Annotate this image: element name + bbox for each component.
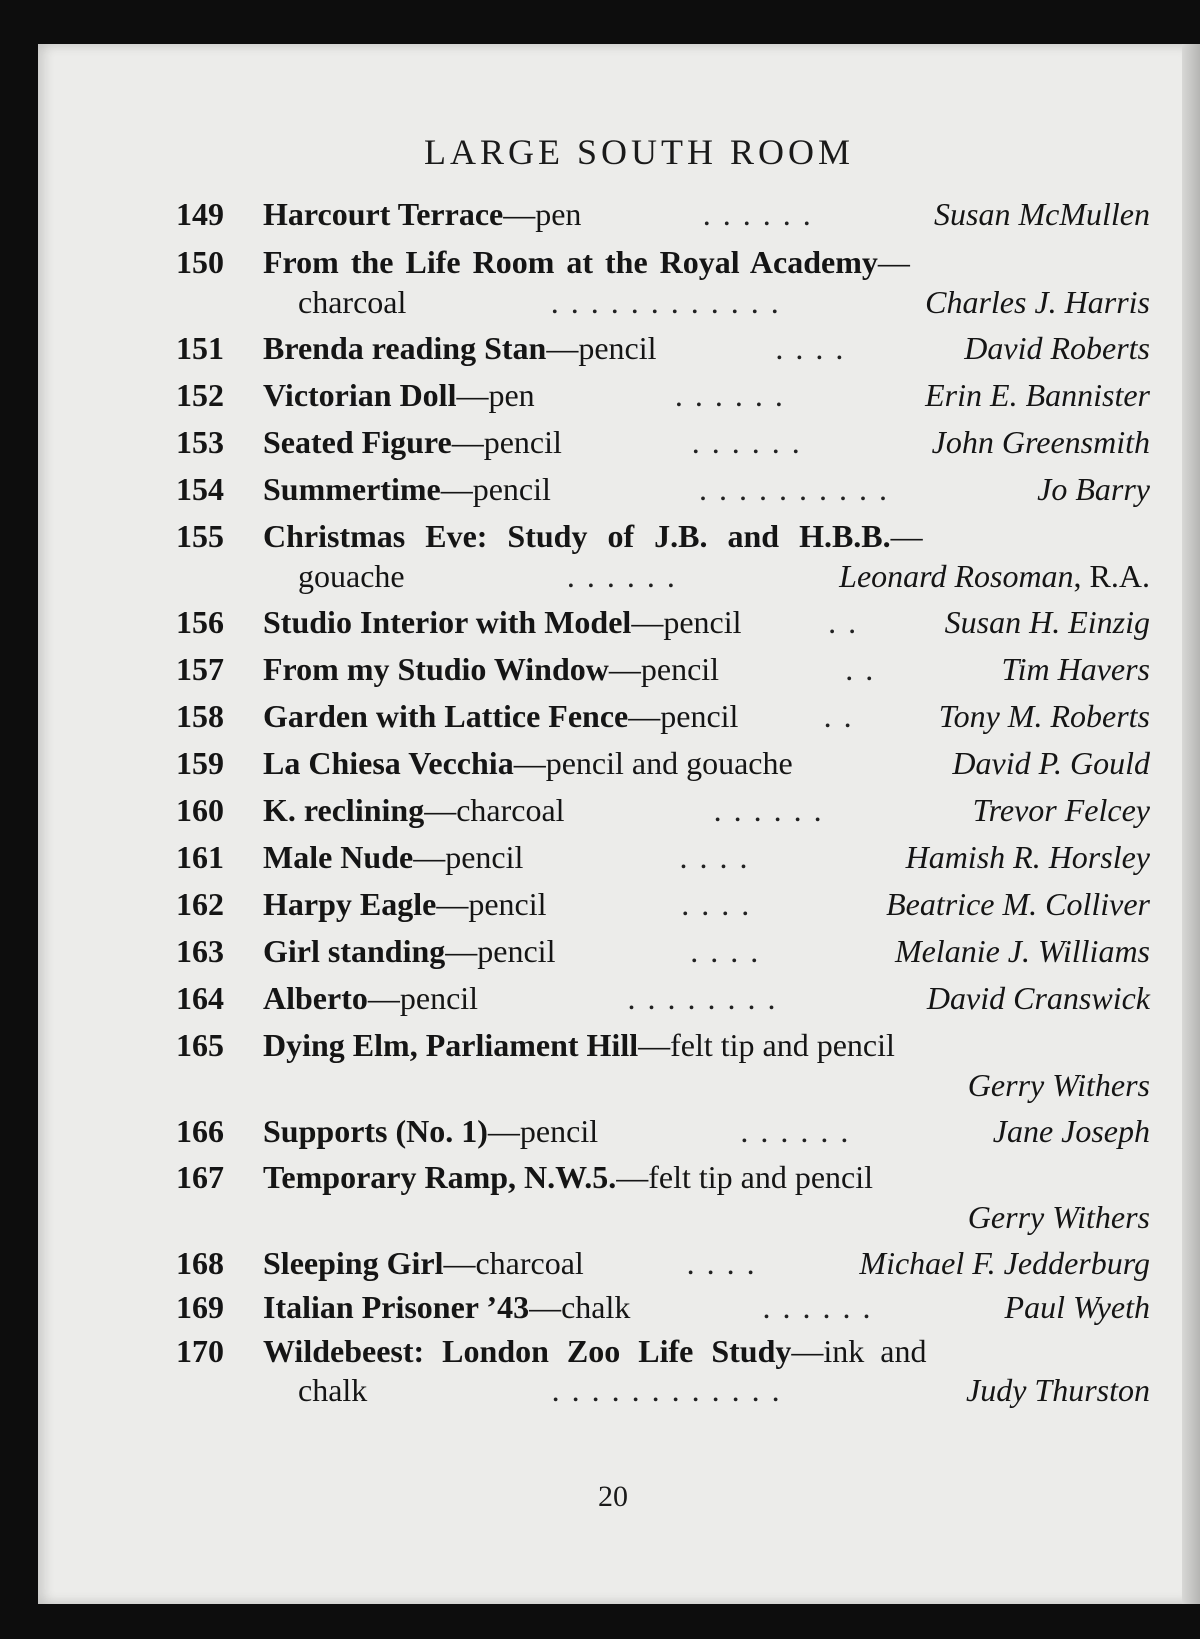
entry-line <box>263 933 1150 970</box>
entry-line <box>263 886 1150 923</box>
entry-number: 168 <box>176 1245 224 1281</box>
leader-dots: . . . . <box>775 330 846 366</box>
leader-dots: . . . . <box>681 886 752 922</box>
catalogue-entry <box>38 196 1200 244</box>
catalogue-entry <box>38 839 1200 887</box>
entry-artist: Michael F. Jedderburg <box>859 1245 1150 1281</box>
entry-number: 163 <box>176 933 224 969</box>
catalogue-entry <box>38 1245 1200 1293</box>
entry-number: 152 <box>176 377 224 413</box>
leader-dots: . . . . <box>679 839 750 875</box>
entry-artist: David Roberts <box>964 330 1150 366</box>
entry-number: 160 <box>176 792 224 828</box>
entry-artist: Judy Thurston <box>966 1372 1150 1408</box>
entry-number: 169 <box>176 1289 224 1325</box>
entry-number: 155 <box>176 518 224 554</box>
entry-medium: —felt tip and pencil <box>638 1027 895 1063</box>
entry-artist: Susan H. Einzig <box>944 604 1150 640</box>
entry-artist: Tony M. Roberts <box>938 698 1150 734</box>
entry-line <box>263 424 1150 461</box>
entry-line <box>263 839 1150 876</box>
entry-line <box>263 651 1150 688</box>
entry-line <box>298 284 1150 321</box>
entry-number: 156 <box>176 604 224 640</box>
entry-title: Alberto <box>263 980 368 1016</box>
entry-artist-honours: , R.A. <box>1073 558 1150 594</box>
entry-medium: —pencil <box>413 839 524 875</box>
leader-dots: . . . . . . <box>762 1289 873 1325</box>
entry-artist: David Cranswick <box>926 980 1150 1016</box>
catalogue-entry <box>38 886 1200 934</box>
entry-title: Brenda reading Stan <box>263 330 547 366</box>
catalogue-entry <box>38 698 1200 746</box>
entry-medium: —pencil <box>445 933 556 969</box>
entry-medium: —ink and <box>791 1333 927 1369</box>
entry-title: Sleeping Girl <box>263 1245 444 1281</box>
entry-artist: John Greensmith <box>931 424 1150 460</box>
entry-number: 158 <box>176 698 224 734</box>
entry-medium: — <box>890 518 923 554</box>
catalogue-entry <box>38 424 1200 472</box>
entry-medium: —charcoal <box>443 1245 584 1281</box>
entry-artist: Jane Joseph <box>992 1113 1150 1149</box>
entry-number: 154 <box>176 471 224 507</box>
entry-number: 162 <box>176 886 224 922</box>
entry-title: Garden with Lattice Fence <box>263 698 629 734</box>
entry-title: Italian Prisoner ’43 <box>263 1289 530 1325</box>
leader-dots: . . . . . . . . <box>627 980 778 1016</box>
entry-artist: Gerry Withers <box>967 1199 1150 1235</box>
entry-medium: —pencil and gouache <box>513 745 793 781</box>
entry-medium: —pencil <box>608 651 720 687</box>
entry-line <box>263 745 1150 782</box>
entry-artist: Susan McMullen <box>934 196 1150 232</box>
entry-title: Dying Elm, Parliament Hill <box>263 1027 639 1063</box>
entry-artist: Trevor Felcey <box>972 792 1150 828</box>
leader-dots: . . . . . . <box>691 424 802 460</box>
entry-artist: Tim Havers <box>1001 651 1150 687</box>
entry-artist: Melanie J. Williams <box>894 933 1150 969</box>
room-heading: LARGE SOUTH ROOM <box>423 132 854 172</box>
entry-line <box>263 330 1150 367</box>
catalogue-page <box>38 44 1200 1604</box>
entry-title: Summertime <box>263 471 441 507</box>
entry-title: Supports (No. 1) <box>263 1113 488 1149</box>
leader-dots: . . . . <box>690 933 761 969</box>
entry-medium: —chalk <box>529 1289 631 1325</box>
entry-number: 159 <box>176 745 224 781</box>
entry-artist: Leonard Rosoman <box>839 558 1074 594</box>
catalogue-entry <box>38 651 1200 699</box>
entry-number: 170 <box>176 1333 224 1369</box>
entry-medium: —pen <box>456 377 535 413</box>
entry-title: La Chiesa Vecchia <box>263 745 514 781</box>
catalogue-entry <box>38 1113 1200 1161</box>
entry-title: Girl standing <box>263 933 446 969</box>
catalogue-entry <box>38 745 1200 793</box>
leader-dots: . . . . <box>686 1245 757 1281</box>
catalogue-entry-continuation <box>38 1199 1200 1247</box>
entry-medium: —charcoal <box>424 792 565 828</box>
entry-medium: —pen <box>503 196 582 232</box>
entry-title: K. reclining <box>263 792 425 828</box>
entry-number: 164 <box>176 980 224 1016</box>
entry-artist: Jo Barry <box>1037 471 1150 507</box>
entry-number: 149 <box>176 196 224 232</box>
leader-dots: . . <box>845 651 876 687</box>
entry-medium: —pencil <box>436 886 547 922</box>
entry-artist: Hamish R. Horsley <box>905 839 1150 875</box>
entry-title: Seated Figure <box>263 424 452 460</box>
entry-line <box>263 1113 1150 1150</box>
entry-line <box>263 1289 1150 1326</box>
entry-artist: Gerry Withers <box>967 1067 1150 1103</box>
entry-line <box>263 604 1150 641</box>
leader-dots: . . <box>828 604 859 640</box>
entry-number: 161 <box>176 839 224 875</box>
entry-line <box>263 1333 1150 1370</box>
entry-line <box>263 377 1150 414</box>
catalogue-entry <box>38 792 1200 840</box>
catalogue-entry <box>38 377 1200 425</box>
entry-title: From my Studio Window <box>263 651 609 687</box>
entry-number: 157 <box>176 651 224 687</box>
leader-dots: . . . . . . . . . . . . <box>551 1372 782 1408</box>
entry-line <box>263 244 1150 281</box>
entry-line <box>298 558 1150 595</box>
entry-medium: —pencil <box>631 604 742 640</box>
catalogue-entry <box>38 1289 1200 1337</box>
catalogue-entry <box>38 980 1200 1028</box>
leader-dots: . . . . . . <box>566 558 677 594</box>
entry-line <box>263 196 1150 233</box>
entry-title: From the Life Room at the Royal Academy <box>263 244 878 280</box>
entry-artist: Erin E. Bannister <box>925 377 1150 413</box>
entry-line <box>263 1245 1150 1282</box>
entry-number: 150 <box>176 244 224 280</box>
entry-medium: —felt tip and pencil <box>616 1159 874 1195</box>
entry-medium: —pencil <box>440 471 551 507</box>
entry-artist: Paul Wyeth <box>1004 1289 1150 1325</box>
catalogue-entry <box>38 604 1200 652</box>
entry-medium-continued: charcoal <box>298 284 407 320</box>
entry-medium-continued: gouache <box>298 558 405 594</box>
entry-number: 153 <box>176 424 224 460</box>
leader-dots: . . . . . . <box>702 196 813 232</box>
catalogue-entry-continuation <box>38 558 1200 606</box>
catalogue-entry <box>38 330 1200 378</box>
entry-number: 167 <box>176 1159 224 1195</box>
entry-title: Temporary Ramp, N.W.5. <box>263 1159 617 1195</box>
entry-medium: —pencil <box>546 330 657 366</box>
catalogue-entry-continuation <box>38 284 1200 332</box>
entry-title: Harpy Eagle <box>263 886 437 922</box>
leader-dots: . . . . . . <box>713 792 824 828</box>
entry-line <box>263 471 1150 508</box>
entry-artist: David P. Gould <box>952 745 1150 781</box>
entry-line <box>263 980 1150 1017</box>
leader-dots: . . . . . . <box>740 1113 851 1149</box>
entry-line <box>263 1027 1150 1064</box>
entry-medium: —pencil <box>367 980 479 1016</box>
entry-artist: Charles J. Harris <box>925 284 1150 320</box>
entry-line <box>298 1372 1150 1409</box>
entry-title: Wildebeest: London Zoo Life Study <box>263 1333 792 1369</box>
entry-line <box>263 1159 1150 1196</box>
leader-dots: . . . . . . . . . . . . <box>550 284 781 320</box>
entry-medium: —pencil <box>628 698 739 734</box>
entry-title: Christmas Eve: Study of J.B. and H.B.B. <box>263 518 891 554</box>
leader-dots: . . <box>823 698 854 734</box>
entry-title: Victorian Doll <box>263 377 457 413</box>
catalogue-entry-continuation <box>38 1067 1200 1115</box>
page-number: 20 <box>598 1480 628 1513</box>
entry-title: Male Nude <box>263 839 414 875</box>
entry-number: 151 <box>176 330 224 366</box>
entry-number: 166 <box>176 1113 224 1149</box>
entry-medium: — <box>877 244 910 280</box>
catalogue-entry-continuation <box>38 1372 1200 1420</box>
catalogue-entry <box>38 471 1200 519</box>
entry-medium: —pencil <box>451 424 562 460</box>
entry-medium: —pencil <box>487 1113 599 1149</box>
leader-dots: . . . . . . <box>674 377 785 413</box>
leader-dots: . . . . . . . . . . <box>699 471 890 507</box>
entry-number: 165 <box>176 1027 224 1063</box>
entry-artist: Beatrice M. Colliver <box>886 886 1150 922</box>
entry-line <box>263 518 1150 555</box>
entry-line <box>263 792 1150 829</box>
entry-line <box>263 698 1150 735</box>
entry-medium-continued: chalk <box>298 1372 368 1408</box>
entry-title: Harcourt Terrace <box>263 196 504 232</box>
entry-title: Studio Interior with Model <box>263 604 632 640</box>
catalogue-entry <box>38 933 1200 981</box>
